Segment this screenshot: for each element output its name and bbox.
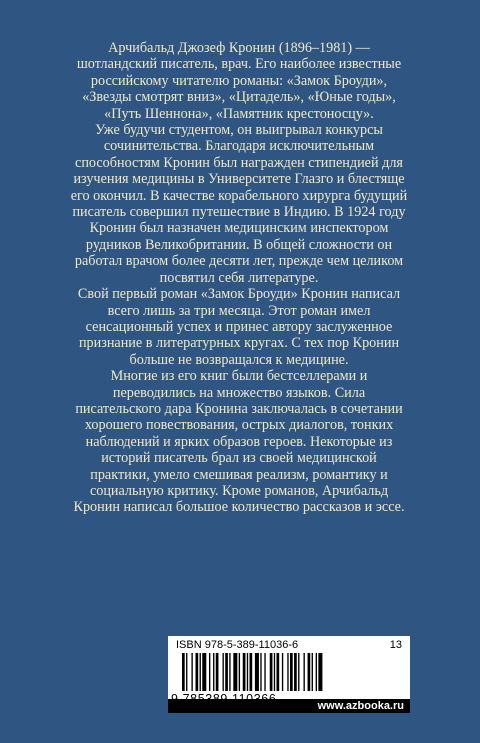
barcode-bar [200, 653, 201, 691]
barcode-bar [260, 653, 261, 691]
barcode-bar [287, 653, 288, 691]
barcode-bar [290, 653, 293, 691]
isbn-line [176, 639, 402, 651]
barcode-bar [312, 653, 313, 691]
bio-paragraph-4: Многие из его книг были бестселлерами и переводились на множество языков. Сила писательского дара Кронина заключалась в сочетании хорошего повествования, острых диалогов, тонких наблюдений и ярких образов героев. Некоторые из историй писатель брал из своей медицинской практики, умело смешивая реализм, романтику и социальную критику. Кроме романов, Арчибальд Кронин написал большое количество рассказов и эссе. [73, 368, 405, 516]
barcode-bar [274, 653, 275, 691]
barcode-bar [233, 653, 237, 691]
barcode-bar [294, 653, 297, 691]
barcode-bar [318, 653, 322, 691]
barcode-bar [202, 653, 206, 691]
publisher-website: www.azbooka.ru [168, 699, 410, 713]
barcode-bar [316, 653, 317, 691]
barcode-bar [182, 653, 185, 691]
barcode-bar [247, 653, 248, 691]
barcode-bar [277, 653, 280, 691]
barcode-bar [308, 653, 311, 691]
barcode-bar [264, 653, 265, 691]
isbn-barcode [168, 636, 410, 708]
barcode-bars [182, 653, 398, 691]
barcode-bar [298, 653, 299, 691]
barcode-bar [225, 653, 228, 691]
isbn-suffix: 13 [389, 639, 402, 651]
barcode-bar [186, 653, 187, 691]
barcode-bar [255, 653, 259, 691]
author-biography [70, 40, 408, 516]
barcode-bar [223, 653, 224, 691]
barcode-bar [229, 653, 230, 691]
barcode-bar [243, 653, 246, 691]
barcode-bar [209, 653, 210, 691]
bio-paragraph-2: Уже будучи студентом, он выигрывал конкурсы сочинительства. Благодаря исключительным способностям Кронин был награжден стипендией для изучения медицины в Университете Глазго и блестяще его окончил. В качестве корабельного хирурга будущий писатель совершил путешествие в Индию. В 1924 году Кронин был назначен медицинским инспектором рудников Великобритании. В общей сложности он работал врачом более десяти лет, прежде чем целиком посвятил себя литературе. [70, 122, 408, 286]
barcode-bar [304, 653, 305, 691]
barcode-bar [250, 653, 253, 691]
barcode-bar [213, 653, 214, 691]
isbn-label: ISBN 978-5-389-11036-6 [176, 639, 299, 651]
bio-paragraph-3: Свой первый роман «Замок Броуди» Кронин написал всего лишь за три месяца. Этот роман имел сенсационный успех и принес автору заслуженное признание в литературных кругах. С тех пор Кронин больше не возвращался к медицине. [77, 286, 401, 368]
barcode-bar [216, 653, 219, 691]
barcode-bar [239, 653, 240, 691]
barcode-bar [282, 653, 283, 691]
barcode-bar [191, 653, 192, 691]
bio-paragraph-1: Арчибальд Джозеф Кронин (1896–1981) — шотландский писатель, врач. Его наиболее известные российскому читателю романы: «Замок Броуди», «Звезды смотрят вниз», «Цитадель», «Юные годы», «Путь Шеннона», «Памятник крестоносцу». [76, 40, 402, 122]
barcode-bar [196, 653, 199, 691]
barcode-bar [270, 653, 273, 691]
